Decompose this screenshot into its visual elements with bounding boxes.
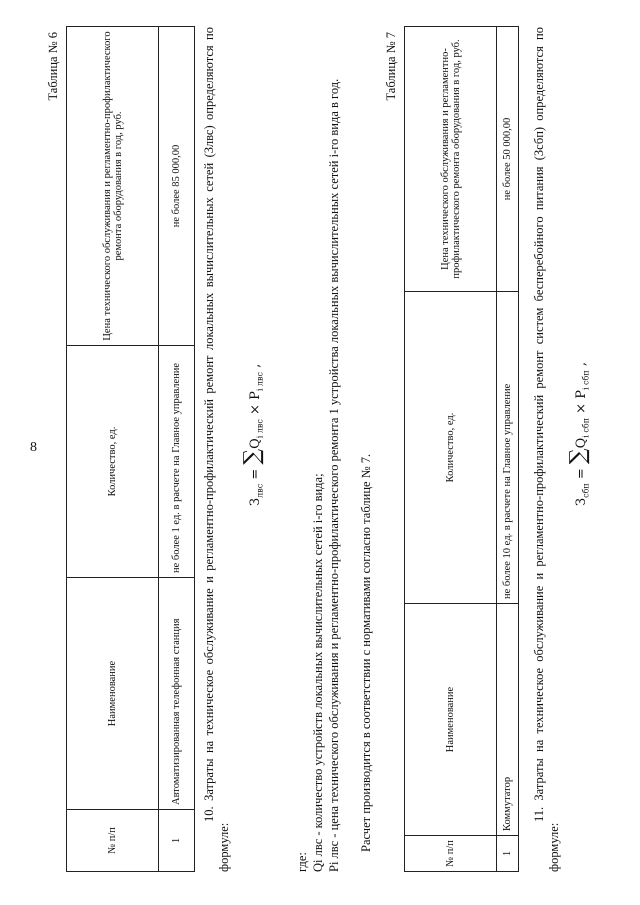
table7-header-name: Наименование	[405, 604, 497, 836]
page-number: 8	[30, 440, 37, 455]
table-7	[404, 26, 519, 872]
where-label: где:	[295, 852, 309, 872]
table-row	[159, 27, 195, 872]
table6-cell-num: 1	[159, 810, 195, 872]
table7-cell-num: 1	[497, 836, 519, 872]
table7-header-row	[405, 27, 497, 872]
definition-q: Qi лвс - количество устройств локальных вычислительных сетей i-го вида;	[311, 473, 325, 872]
table6-cell-name: Автоматизированная телефонная станция	[159, 578, 195, 810]
table7-header-price: Цена технического обслуживания и регламентно-профилактического ремонта оборудования в год, руб.	[405, 27, 497, 292]
definition-p: Pi лвс - цена технического обслуживания и регламентно-профилактического ремонта 1 устройства локальных вычислительных сетей i-го вида в год.	[327, 78, 341, 872]
table6-header-row	[67, 27, 159, 872]
formula-sbp: $З_{сбп} = \sum Q_{i сбп} \times P_{i сбп}$ ,	[566, 362, 591, 506]
table7-header-qty: Количество, ед.	[405, 292, 497, 604]
table7-caption: Таблица № 7	[384, 32, 398, 101]
calc-note: Расчет производится в соответствии с нормативами согласно таблице № 7.	[359, 453, 373, 852]
table6-header-qty: Количество, ед.	[67, 346, 159, 578]
section11-paragraph: 11. Затраты на техническое обслуживание и регламентно-профилактический ремонт систем бесперебойного питания (Зсбп) определяются по формуле:	[532, 27, 561, 872]
table-6	[66, 26, 195, 872]
table7-header-num: № п/п	[405, 836, 497, 872]
table6-caption: Таблица № 6	[46, 32, 60, 101]
table7-cell-qty: не более 10 ед. в расчете на Главное управление	[497, 292, 519, 604]
section10-paragraph: 10. Затраты на техническое обслуживание и регламентно-профилактический ремонт локальных вычислительных сетей (Злвс) определяются по формуле:	[202, 27, 231, 872]
rotated-page	[40, 22, 600, 882]
table6-cell-price: не более 85 000,00	[159, 27, 195, 346]
formula-lvs: $З_{лвс} = \sum Q_{i лвс} \times P_{i лвс}$ ,	[240, 363, 265, 506]
table6-header-num: № п/п	[67, 810, 159, 872]
table6-header-name: Наименование	[67, 578, 159, 810]
table7-cell-price: не более 50 000,00	[497, 27, 519, 292]
table7-cell-name: Коммутатор	[497, 604, 519, 836]
table6-header-price: Цена технического обслуживания и регламентно-профилактического ремонта оборудования в год, руб.	[67, 27, 159, 346]
table6-cell-qty: не более 1 ед. в расчете на Главное управление	[159, 346, 195, 578]
table-row	[497, 27, 519, 872]
